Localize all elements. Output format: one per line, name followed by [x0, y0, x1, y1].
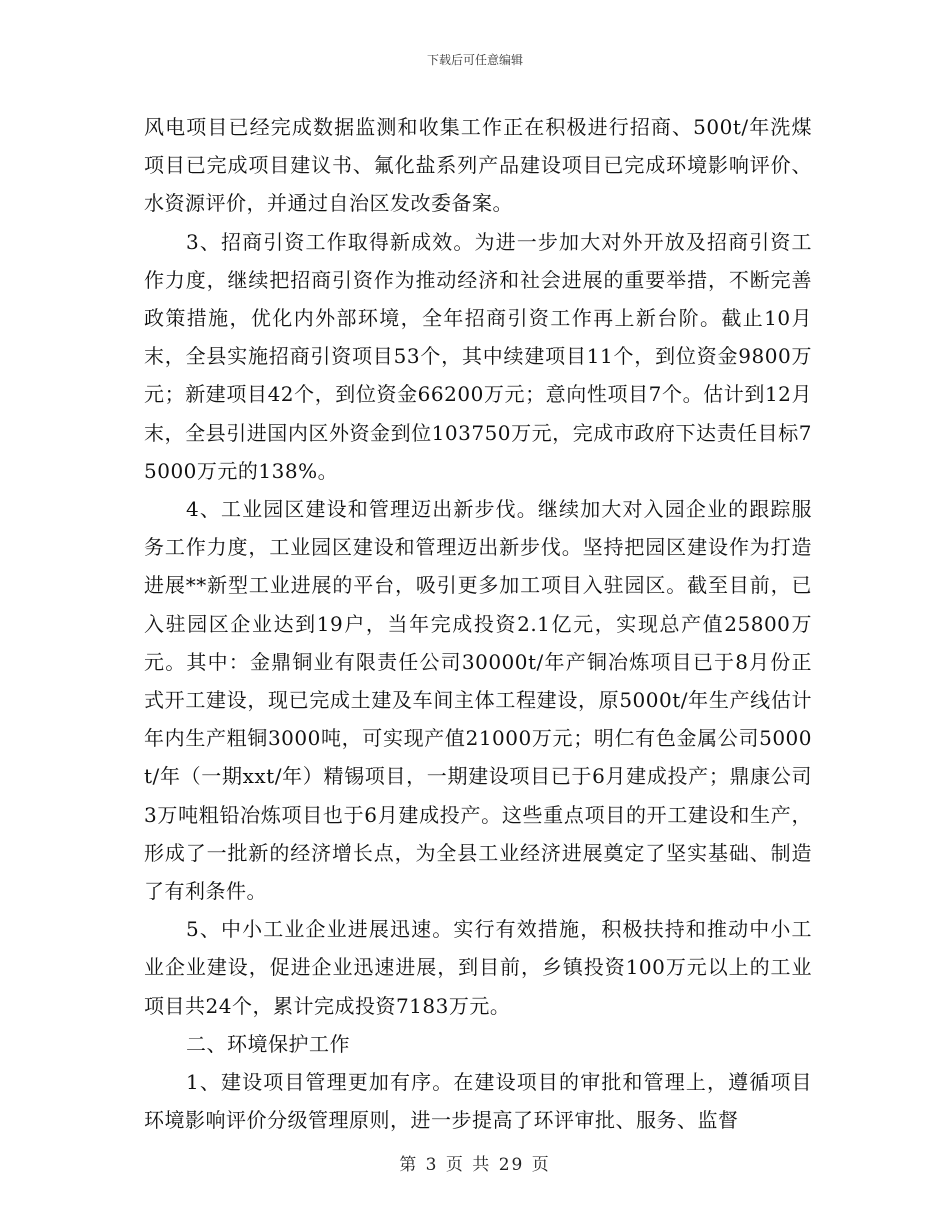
paragraph-continuation: 风电项目已经完成数据监测和收集工作正在积极进行招商、500t/年洗煤项目已完成项目建议书、氟化盐系列产品建设项目已完成环境影响评价、水资源评价，并通过自治区发改委备案。: [144, 115, 812, 216]
paragraph-industrial-park: 4、工业园区建设和管理迈出新步伐。继续加大对入园企业的跟踪服务工作力度，工业园区建设和管理迈出新步伐。坚持把园区建设作为打造进展**新型工业进展的平台，吸引更多加工项目入驻园区。截至目前，已入驻园区企业达到19户，当年完成投资2.1亿元，实现总产值25800万元。其中：金鼎铜业有限责任公司30000t/年产铜冶炼项目已于8月份正式开工建设，现已完成土建及车间主体工程建设，原5000t/年生产线估计年内生产粗铜3000吨，可实现产值21000万元；明仁有色金属公司5000t/年（一期xxt/年）精锡项目，一期建设项目已于6月建成投产；鼎康公司3万吨粗铅冶炼项目也于6月建成投产。这些重点项目的开工建设和生产，形成了一批新的经济增长点，为全县工业经济进展奠定了坚实基础、制造了有利条件。: [144, 497, 812, 904]
document-body: [144, 108, 812, 1139]
page-footer: 第 3 页 共 29 页: [399, 1155, 551, 1175]
section-heading-environment: 二、环境保护工作: [186, 1031, 350, 1056]
paragraph-small-enterprises: 5、中小工业企业进展迅速。实行有效措施，积极扶持和推动中小工业企业建设，促进企业迅速进展，到目前，乡镇投资100万元以上的工业项目共24个，累计完成投资7183万元。: [144, 917, 812, 1018]
paragraph-investment: 3、招商引资工作取得新成效。为进一步加大对外开放及招商引资工作力度，继续把招商引资作为推动经济和社会进展的重要举措，不断完善政策措施，优化内外部环境，全年招商引资工作再上新台阶。截止10月末，全县实施招商引资项目53个，其中续建项目11个，到位资金9800万元；新建项目42个，到位资金66200万元；意向性项目7个。估计到12月末，全县引进国内区外资金到位103750万元，完成市政府下达责任目标75000万元的138%。: [144, 229, 812, 483]
page-header: 下载后可任意编辑: [426, 53, 523, 67]
paragraph-project-management: 1、建设项目管理更加有序。在建设项目的审批和管理上，遵循项目环境影响评价分级管理原则，进一步提高了环评审批、服务、监督: [144, 1070, 812, 1133]
